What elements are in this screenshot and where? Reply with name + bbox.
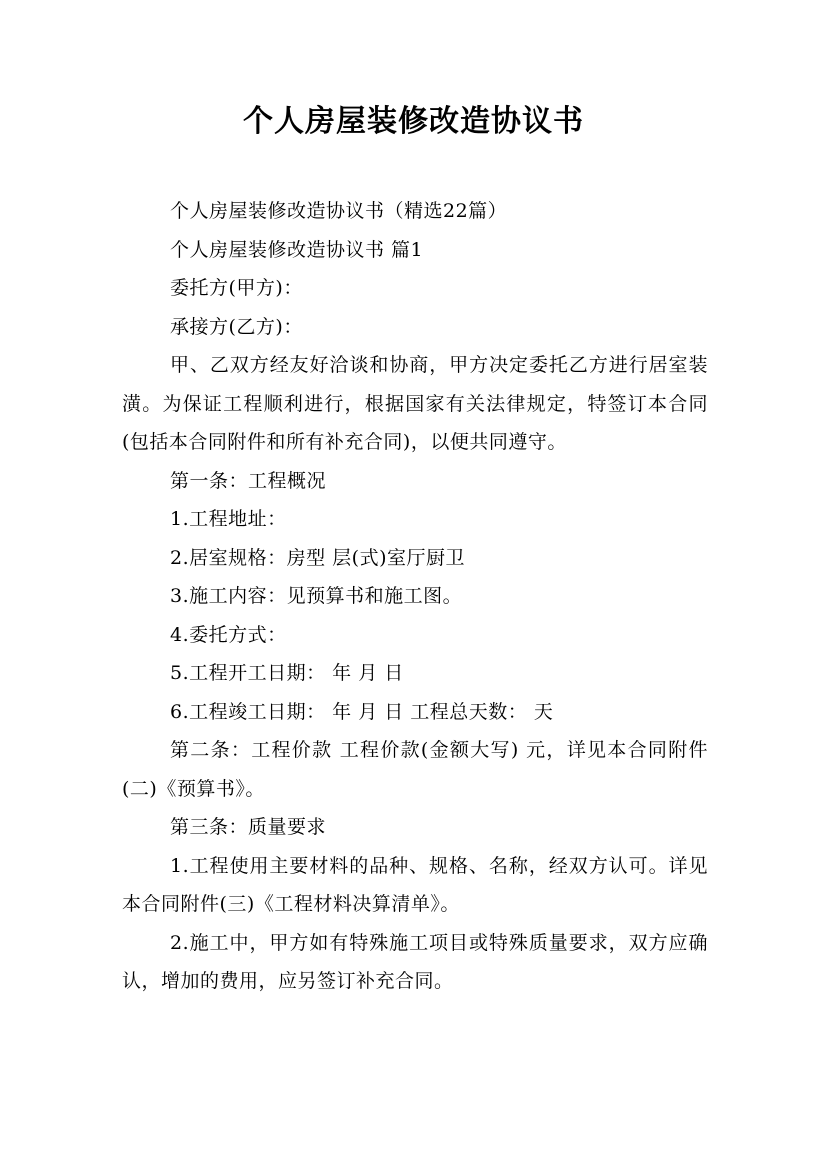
paragraph-item: 3.施工内容：见预算书和施工图。 — [170, 585, 463, 607]
paragraph-item: 1.工程使用主要材料的品种、规格、名称，经双方认可。详见本合同附件(三)《工程材料决算清单》。 — [122, 854, 708, 915]
document-body — [122, 192, 708, 1001]
paragraph-item: 2.施工中，甲方如有特殊施工项目或特殊质量要求，双方应确认，增加的费用，应另签订补充合同。 — [122, 931, 708, 992]
paragraph-item: 2.居室规格：房型 层(式)室厅厨卫 — [170, 546, 465, 569]
paragraph-subtitle: 个人房屋装修改造协议书（精选22篇） — [170, 200, 508, 222]
paragraph-item: 1.工程地址： — [170, 508, 287, 530]
paragraph-item: 5.工程开工日期： 年 月 日 — [170, 662, 404, 684]
paragraph-item: 6.工程竣工日期： 年 月 日 工程总天数： 天 — [170, 700, 554, 723]
paragraph-preamble: 甲、乙双方经友好洽谈和协商，甲方决定委托乙方进行居室装潢。为保证工程顺利进行，根据国家有关法律规定，特签订本合同(包括本合同附件和所有补充合同)，以便共同遵守。 — [122, 354, 708, 453]
paragraph-article-1: 第一条：工程概况 — [170, 469, 327, 492]
document-title: 个人房屋装修改造协议书 — [243, 104, 584, 139]
paragraph-article-2: 第二条：工程价款 工程价款(金额大写) 元，详见本合同附件(二)《预算书》。 — [122, 739, 708, 800]
paragraph-party-b: 承接方(乙方)： — [170, 315, 303, 338]
paragraph-item: 4.委托方式： — [170, 623, 287, 646]
paragraph-article-3: 第三条：质量要求 — [170, 816, 327, 838]
paragraph-section-heading: 个人房屋装修改造协议书 篇1 — [170, 238, 424, 261]
paragraph-party-a: 委托方(甲方)： — [170, 277, 303, 299]
